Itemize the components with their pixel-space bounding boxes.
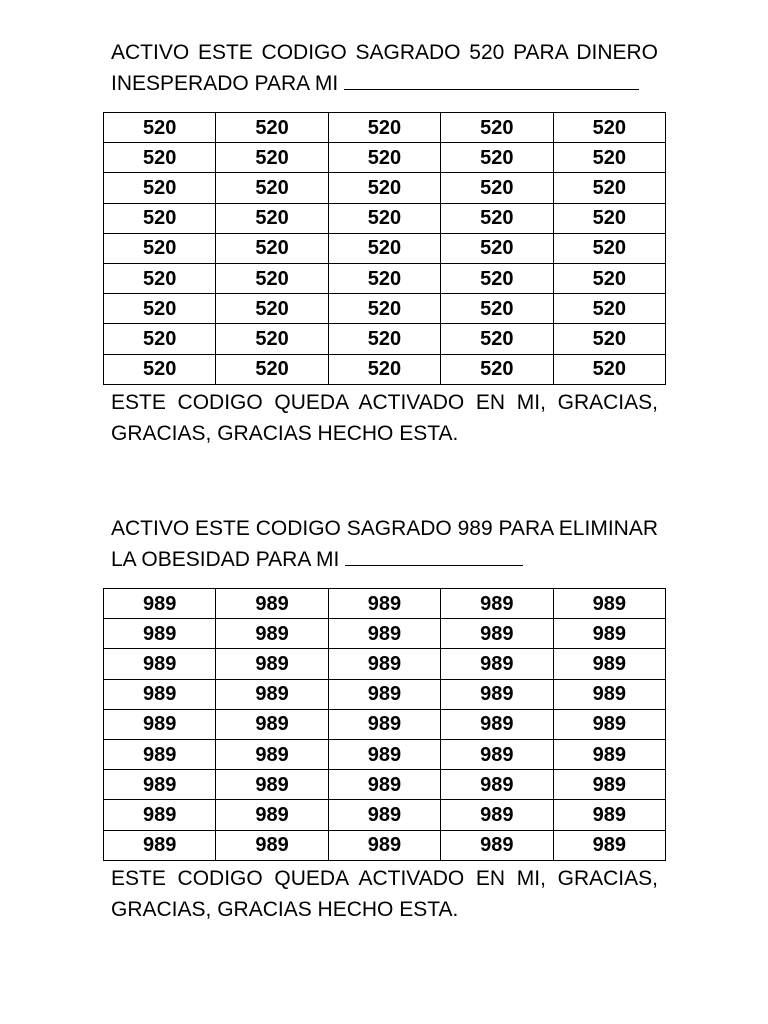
code-cell: 989: [553, 739, 665, 769]
code-cell: 520: [104, 294, 216, 324]
grid-row: [104, 739, 666, 769]
code-cell: 520: [104, 233, 216, 263]
grid-row: [104, 679, 666, 709]
grid-row: [104, 709, 666, 739]
code-cell: 520: [104, 354, 216, 384]
code-cell: 520: [328, 324, 440, 354]
code-cell: 520: [216, 233, 328, 263]
code-cell: 989: [104, 800, 216, 830]
code-cell: 520: [553, 203, 665, 233]
code-cell: 989: [328, 739, 440, 769]
code-cell: 520: [216, 143, 328, 173]
grid-row: [104, 324, 666, 354]
code-cell: 520: [216, 263, 328, 293]
code-cell: 520: [216, 354, 328, 384]
grid-row: [104, 770, 666, 800]
code-cell: 520: [553, 113, 665, 143]
code-cell: 989: [553, 649, 665, 679]
code-section-989: [103, 513, 666, 925]
grid-row: [104, 233, 666, 263]
name-blank-line: [345, 546, 523, 566]
code-cell: 989: [216, 589, 328, 619]
code-cell: 520: [216, 113, 328, 143]
activation-closing: ESTE CODIGO QUEDA ACTIVADO EN MI, GRACIAS, GRACIAS, GRACIAS HECHO ESTA.: [111, 866, 658, 921]
grid-row: [104, 263, 666, 293]
code-cell: 520: [104, 263, 216, 293]
grid-row: [104, 173, 666, 203]
code-cell: 520: [441, 324, 553, 354]
code-cell: 520: [104, 173, 216, 203]
grid-row: [104, 619, 666, 649]
code-cell: 989: [441, 800, 553, 830]
code-cell: 989: [216, 739, 328, 769]
code-cell: 520: [441, 173, 553, 203]
code-cell: 989: [553, 619, 665, 649]
code-cell: 989: [104, 830, 216, 860]
code-cell: 989: [104, 709, 216, 739]
code-cell: 989: [328, 770, 440, 800]
code-cell: 989: [441, 619, 553, 649]
code-cell: 989: [328, 830, 440, 860]
code-cell: 989: [328, 649, 440, 679]
code-cell: 989: [328, 679, 440, 709]
code-cell: 989: [216, 619, 328, 649]
code-cell: 989: [216, 830, 328, 860]
code-cell: 989: [441, 709, 553, 739]
code-cell: 520: [441, 113, 553, 143]
code-cell: 520: [441, 143, 553, 173]
code-cell: 989: [328, 589, 440, 619]
code-cell: 520: [441, 354, 553, 384]
code-cell: 520: [104, 324, 216, 354]
code-cell: 520: [553, 354, 665, 384]
code-cell: 989: [328, 800, 440, 830]
code-cell: 520: [328, 354, 440, 384]
activation-intro: [111, 37, 658, 99]
code-cell: 520: [104, 143, 216, 173]
code-cell: 989: [553, 800, 665, 830]
code-cell: 520: [328, 233, 440, 263]
code-cell: 989: [104, 770, 216, 800]
activation-intro-text: ACTIVO ESTE CODIGO SAGRADO 520 PARA DINERO INESPERADO PARA MI: [111, 41, 658, 95]
activation-closing: ESTE CODIGO QUEDA ACTIVADO EN MI, GRACIAS, GRACIAS, GRACIAS HECHO ESTA.: [111, 390, 658, 445]
code-grid-989: [103, 588, 666, 861]
code-cell: 989: [553, 830, 665, 860]
code-cell: 520: [216, 203, 328, 233]
name-blank-line: [344, 70, 639, 90]
code-cell: 989: [441, 770, 553, 800]
grid-row: [104, 354, 666, 384]
code-cell: 989: [216, 709, 328, 739]
code-cell: 520: [553, 294, 665, 324]
code-cell: 989: [104, 649, 216, 679]
code-cell: 989: [441, 649, 553, 679]
grid-row: [104, 203, 666, 233]
code-cell: 989: [441, 679, 553, 709]
grid-row: [104, 294, 666, 324]
code-cell: 989: [216, 649, 328, 679]
code-cell: 989: [441, 589, 553, 619]
code-cell: 520: [441, 294, 553, 324]
grid-row: [104, 143, 666, 173]
code-cell: 989: [553, 589, 665, 619]
activation-intro: [111, 513, 658, 575]
code-cell: 520: [553, 143, 665, 173]
code-cell: 520: [328, 113, 440, 143]
code-cell: 989: [216, 800, 328, 830]
code-cell: 989: [441, 830, 553, 860]
code-cell: 520: [553, 324, 665, 354]
code-cell: 989: [104, 739, 216, 769]
code-cell: 989: [553, 679, 665, 709]
code-section-520: [103, 37, 666, 449]
code-cell: 520: [328, 203, 440, 233]
grid-row: [104, 649, 666, 679]
code-cell: 520: [216, 173, 328, 203]
grid-row: [104, 113, 666, 143]
code-cell: 520: [328, 173, 440, 203]
code-cell: 989: [328, 709, 440, 739]
code-cell: 989: [441, 739, 553, 769]
code-cell: 989: [328, 619, 440, 649]
code-cell: 989: [216, 679, 328, 709]
code-cell: 520: [441, 233, 553, 263]
code-grid-520: [103, 112, 666, 385]
code-cell: 520: [553, 233, 665, 263]
code-cell: 520: [216, 324, 328, 354]
code-cell: 520: [328, 263, 440, 293]
code-cell: 989: [104, 589, 216, 619]
grid-row: [104, 800, 666, 830]
code-cell: 520: [328, 294, 440, 324]
code-cell: 989: [553, 709, 665, 739]
code-cell: 989: [553, 770, 665, 800]
code-cell: 520: [553, 173, 665, 203]
code-cell: 520: [553, 263, 665, 293]
code-cell: 520: [104, 203, 216, 233]
code-cell: 520: [104, 113, 216, 143]
activation-intro-text: ACTIVO ESTE CODIGO SAGRADO 989 PARA ELIMINAR LA OBESIDAD PARA MI: [111, 517, 658, 571]
code-cell: 520: [216, 294, 328, 324]
code-cell: 520: [441, 263, 553, 293]
code-cell: 989: [216, 770, 328, 800]
code-cell: 989: [104, 679, 216, 709]
grid-row: [104, 589, 666, 619]
code-cell: 520: [328, 143, 440, 173]
code-cell: 520: [441, 203, 553, 233]
code-cell: 989: [104, 619, 216, 649]
grid-row: [104, 830, 666, 860]
